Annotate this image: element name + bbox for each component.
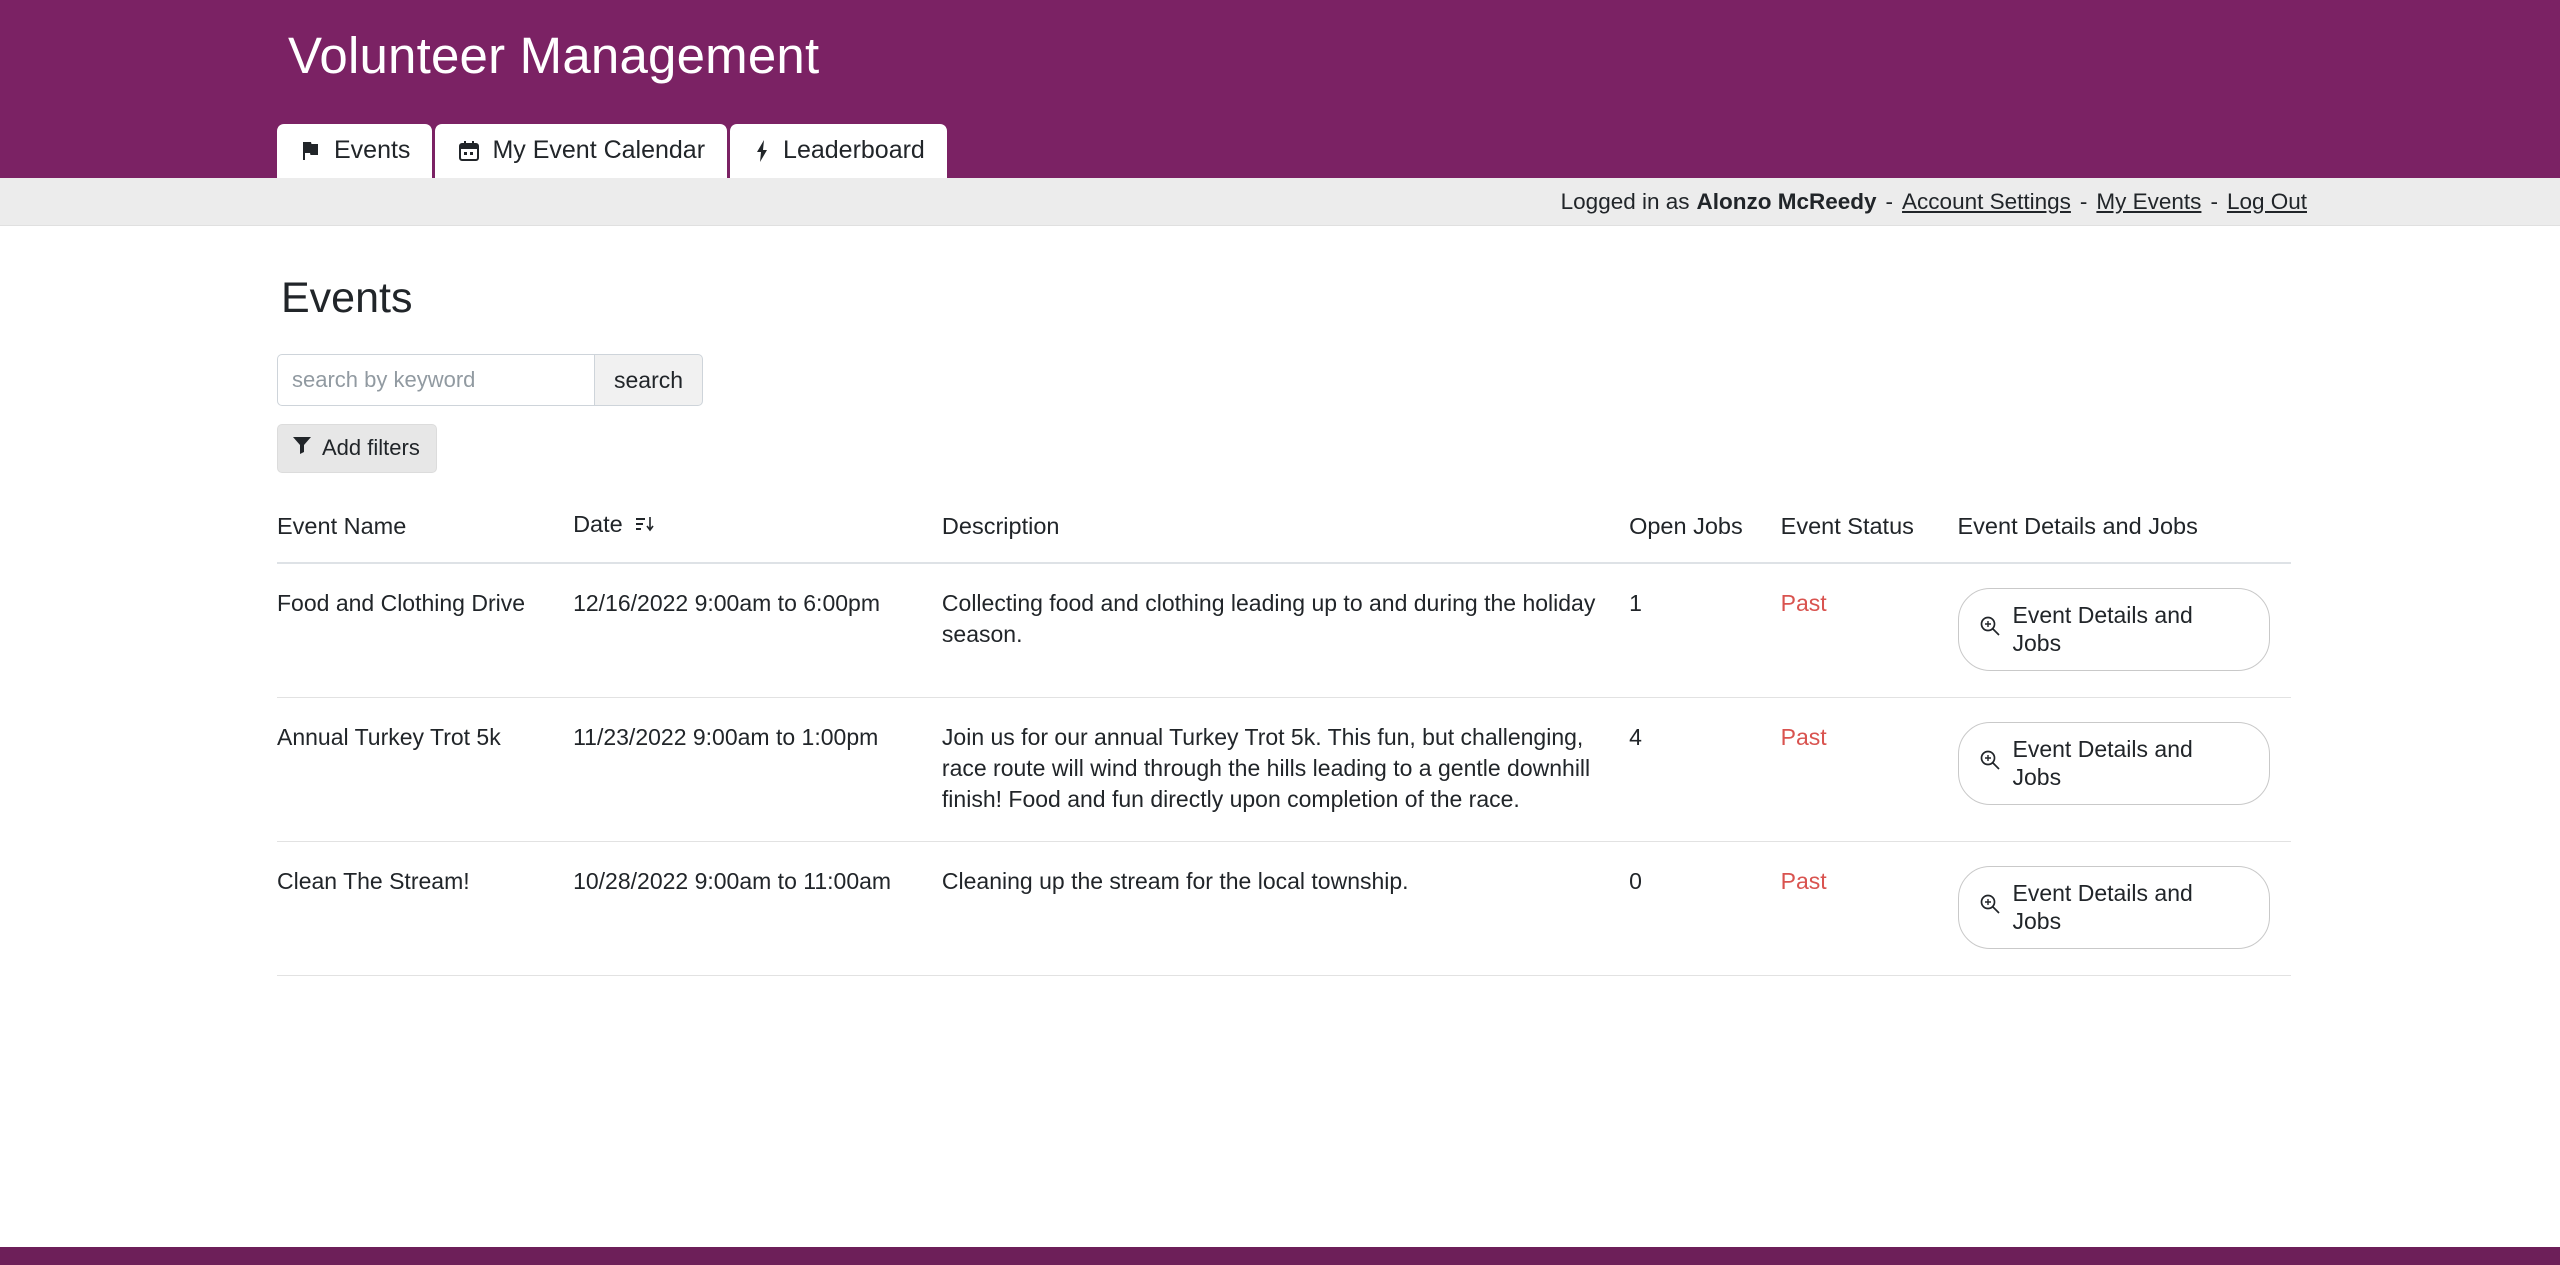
sort-descending-icon[interactable] — [636, 513, 655, 540]
my-events-link[interactable]: My Events — [2096, 188, 2202, 214]
cell-open-jobs: 1 — [1629, 563, 1781, 698]
cell-open-jobs: 4 — [1629, 698, 1781, 841]
cell-date: 12/16/2022 9:00am to 6:00pm — [573, 563, 942, 698]
primary-tabs — [277, 124, 947, 178]
page-title: Volunteer Management — [288, 27, 820, 84]
search-bar — [277, 354, 684, 406]
column-header-event-details-and-jobs: Event Details and Jobs — [1958, 501, 2292, 563]
account-bar — [0, 178, 2560, 226]
status-badge: Past — [1781, 698, 1958, 841]
search-input[interactable] — [277, 354, 594, 406]
log-out-link[interactable]: Log Out — [2226, 188, 2307, 214]
cell-date: 10/28/2022 9:00am to 11:00am — [573, 841, 942, 975]
table-row — [277, 841, 2291, 975]
main-content — [0, 274, 2560, 976]
add-filters-button[interactable] — [277, 424, 437, 473]
cell-event-name: Food and Clothing Drive — [277, 563, 573, 698]
event-details-and-jobs-button[interactable] — [1958, 588, 2270, 671]
cell-event-name: Annual Turkey Trot 5k — [277, 698, 573, 841]
events-heading: Events — [281, 274, 413, 322]
add-filters-label: Add filters — [322, 435, 420, 460]
event-details-and-jobs-button[interactable] — [1958, 722, 2270, 805]
cell-event-name: Clean The Stream! — [277, 841, 573, 975]
event-details-and-jobs-label: Event Details and Jobs — [2012, 602, 2193, 657]
logged-in-label: Logged in as — [1560, 188, 1690, 214]
event-details-and-jobs-label: Event Details and Jobs — [2012, 736, 2193, 791]
event-details-and-jobs-label: Event Details and Jobs — [2012, 879, 2193, 934]
tab-my-event-calendar-label: My Event Calendar — [492, 136, 706, 164]
events-table — [277, 501, 2291, 976]
bolt-icon — [752, 139, 772, 163]
cell-description: Join us for our annual Turkey Trot 5k. This fun, but challenging, race route will wind through the hills leading to a gentle downhill finish! Food and fun directly upon completion of the race. — [942, 698, 1629, 841]
tab-leaderboard[interactable] — [730, 124, 947, 178]
tab-leaderboard-label: Leaderboard — [783, 136, 925, 164]
events-table-body — [277, 563, 2291, 975]
column-header-event-status[interactable]: Event Status — [1781, 501, 1958, 563]
cell-action — [1958, 698, 2292, 841]
logged-in-user: Alonzo McReedy — [1696, 188, 1877, 214]
magnifier-plus-icon — [1979, 749, 2001, 777]
column-header-date-label: Date — [573, 511, 623, 537]
cell-date: 11/23/2022 9:00am to 1:00pm — [573, 698, 942, 841]
column-header-event-name[interactable]: Event Name — [277, 501, 573, 563]
footer-strip — [0, 1247, 2560, 1265]
tab-my-event-calendar[interactable] — [435, 124, 727, 178]
account-bar-separator-2: - — [2079, 188, 2088, 214]
tab-events[interactable] — [277, 124, 432, 178]
table-header-row — [277, 501, 2291, 563]
column-header-date[interactable] — [573, 501, 942, 563]
column-header-open-jobs[interactable]: Open Jobs — [1629, 501, 1781, 563]
cell-action — [1958, 563, 2292, 698]
cell-description: Collecting food and clothing leading up to and during the holiday season. — [942, 563, 1629, 698]
tab-events-label: Events — [334, 136, 411, 164]
magnifier-plus-icon — [1979, 893, 2001, 921]
cell-action — [1958, 841, 2292, 975]
cell-description: Cleaning up the stream for the local township. — [942, 841, 1629, 975]
flag-icon — [299, 139, 323, 163]
events-table-head — [277, 501, 2291, 563]
column-header-description[interactable]: Description — [942, 501, 1629, 563]
app-header — [0, 0, 2560, 178]
account-bar-separator-1: - — [1885, 188, 1894, 214]
account-bar-separator-3: - — [2210, 188, 2218, 214]
status-badge: Past — [1781, 841, 1958, 975]
cell-open-jobs: 0 — [1629, 841, 1781, 975]
status-badge: Past — [1781, 563, 1958, 698]
filter-icon — [292, 435, 312, 461]
table-row — [277, 698, 2291, 841]
account-settings-link[interactable]: Account Settings — [1902, 188, 2071, 214]
event-details-and-jobs-button[interactable] — [1958, 866, 2270, 949]
search-button[interactable]: search — [594, 354, 703, 406]
calendar-icon — [457, 139, 481, 163]
magnifier-plus-icon — [1979, 615, 2001, 643]
table-row — [277, 563, 2291, 698]
